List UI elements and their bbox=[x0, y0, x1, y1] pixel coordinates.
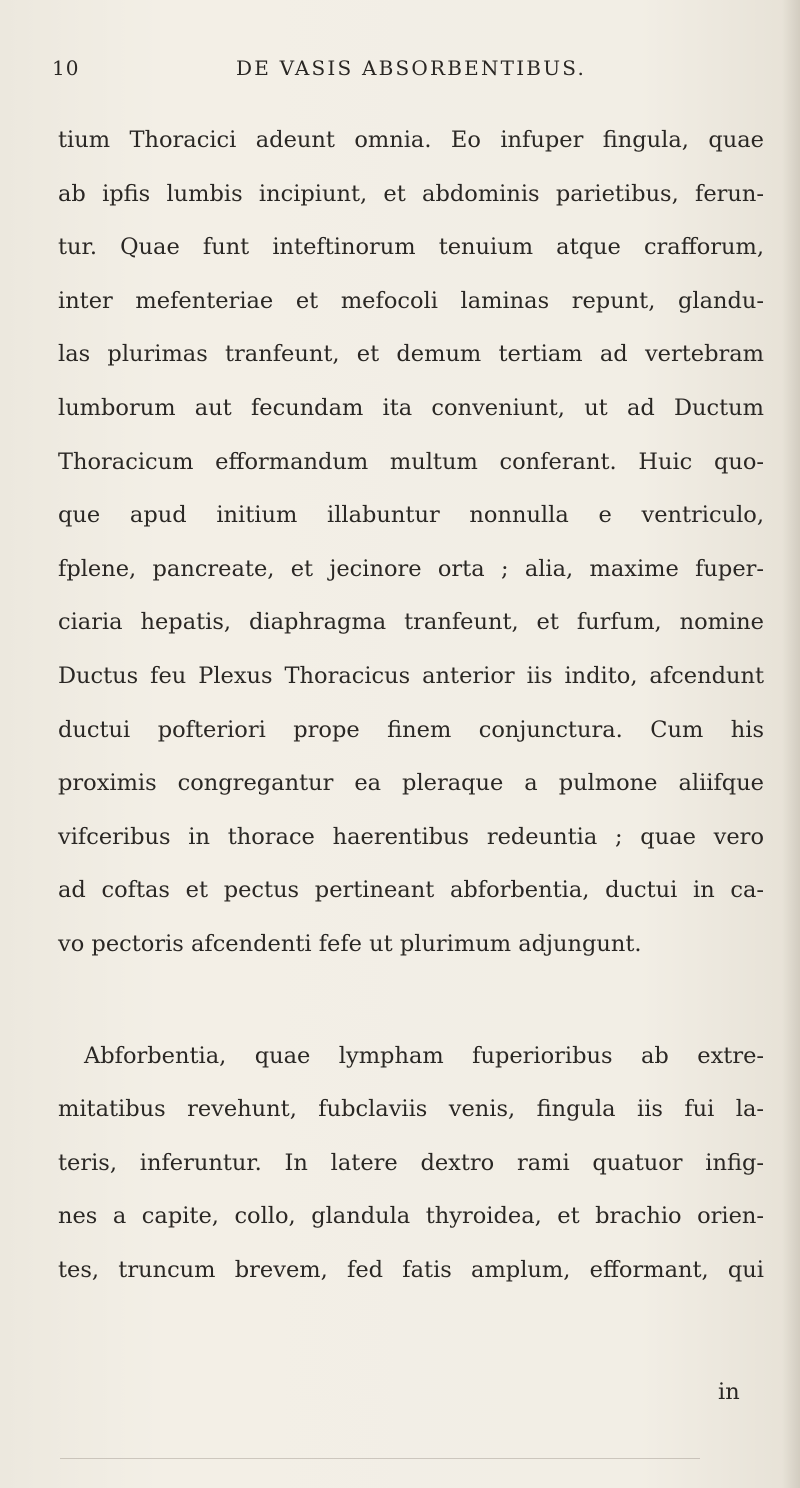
page-header bbox=[52, 56, 770, 90]
text-line: que apud initium illabuntur nonnulla e ventriculo, bbox=[58, 502, 764, 529]
text-line: fplene, pancreate, et jecinore orta ; alia, maxime fuper- bbox=[58, 555, 764, 582]
text-line: tes, truncum brevem, fed fatis amplum, efformant, qui bbox=[58, 1256, 764, 1283]
running-title: DE VASIS ABSORBENTIBUS. bbox=[235, 56, 586, 80]
text-line: lumborum aut fecundam ita conveniunt, ut ad Ductum bbox=[58, 394, 764, 421]
text-line: teris, inferuntur. In latere dextro rami quatuor infig- bbox=[58, 1149, 764, 1176]
text-line: proximis congregantur ea pleraque a pulmone aliifque bbox=[58, 770, 764, 797]
text-line: tium Thoracici adeunt omnia. Eo infuper fingula, quae bbox=[58, 127, 764, 153]
paragraph-2 bbox=[58, 1030, 764, 1298]
text-line: nes a capite, collo, glandula thyroidea, et brachio orien- bbox=[58, 1203, 764, 1230]
text-line: mitatibus revehunt, fubclaviis venis, fingula iis fui la- bbox=[58, 1096, 764, 1123]
text-line: ciaria hepatis, diaphragma tranfeunt, et furfum, nomine bbox=[58, 609, 764, 636]
text-line: las plurimas tranfeunt, et demum tertiam ad vertebram bbox=[58, 341, 764, 368]
paragraph-gap bbox=[58, 972, 764, 1030]
paragraph-1 bbox=[58, 114, 764, 972]
text-line: ad coftas et pectus pertineant abforbentia, ductui in ca- bbox=[58, 877, 764, 904]
text-line: inter mefenteriae et mefocoli laminas repunt, glandu- bbox=[58, 287, 764, 314]
text-line: ductui pofteriori prope finem conjunctura. Cum his bbox=[58, 716, 764, 743]
text-line: ab ipfis lumbis incipiunt, et abdominis parietibus, ferun- bbox=[58, 180, 764, 207]
body-text bbox=[58, 114, 764, 1297]
bottom-edge-line bbox=[60, 1458, 700, 1459]
text-line: Abforbentia, quae lympham fuperioribus ab extre- bbox=[84, 1042, 764, 1069]
text-line: vifceribus in thorace haerentibus redeuntia ; quae vero bbox=[58, 823, 764, 850]
text-line: Ductus feu Plexus Thoracicus anterior iis indito, afcendunt bbox=[58, 662, 764, 689]
page-number: 10 bbox=[52, 56, 80, 80]
text-line: tur. Quae funt inteftinorum tenuium atque crafforum, bbox=[58, 234, 764, 261]
page-edge-shadow bbox=[782, 0, 800, 1488]
text-line: vo pectoris afcendenti fefe ut plurimum adjungunt. bbox=[58, 930, 642, 957]
text-line: Thoracicum efformandum multum conferant. Huic quo- bbox=[58, 448, 764, 475]
catchword: in bbox=[718, 1379, 740, 1405]
